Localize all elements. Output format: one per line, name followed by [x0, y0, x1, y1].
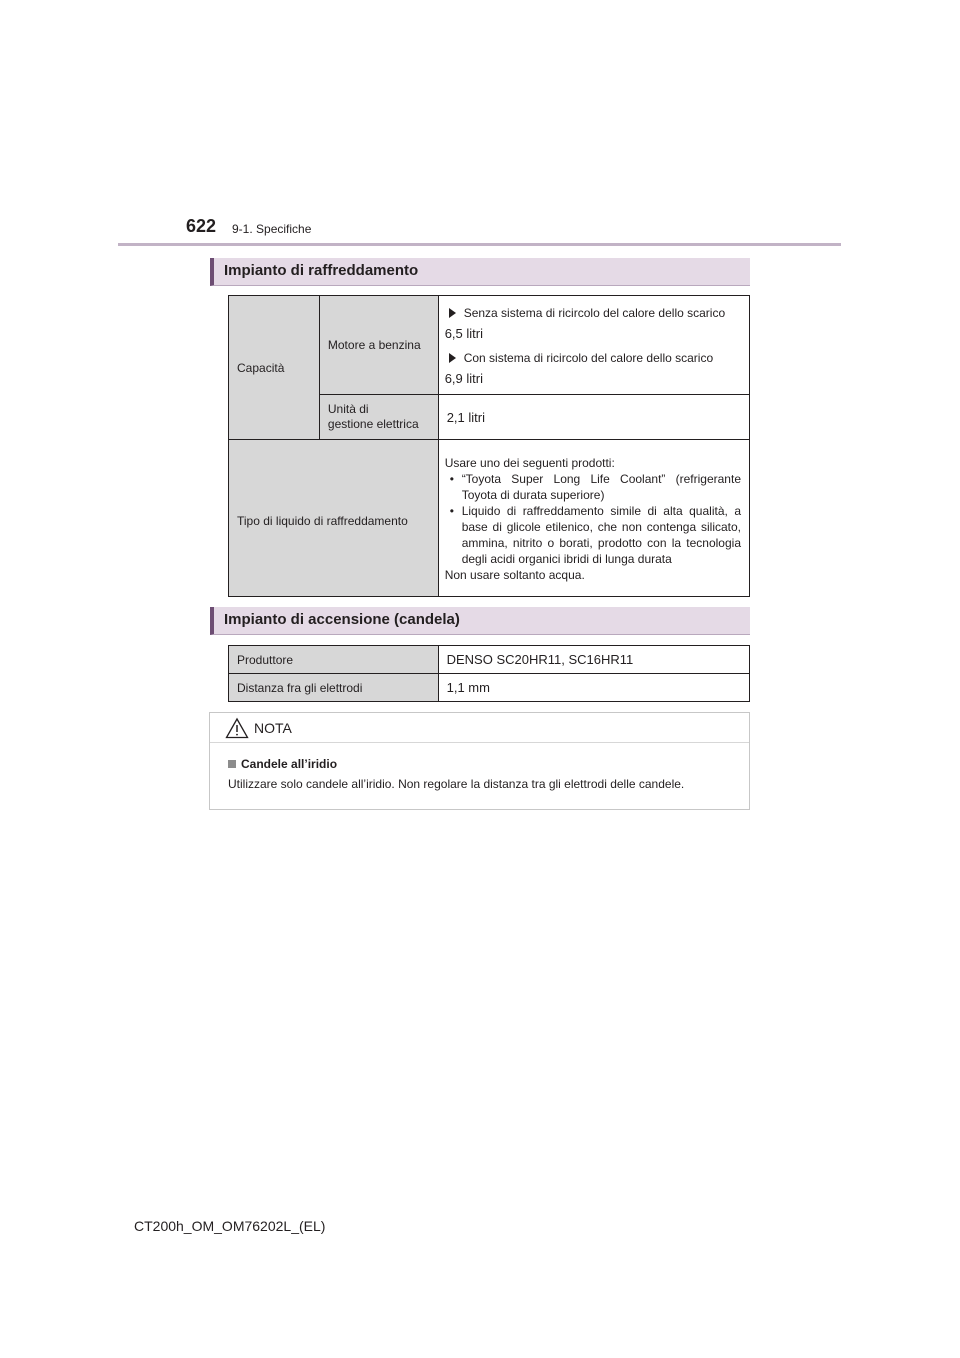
ignition-spec-table	[228, 645, 750, 702]
footer-code: CT200h_OM_OM76202L_(EL)	[134, 1218, 326, 1234]
coolant-item-2: • Liquido di raffreddamento simile di alta qualità, a base di glicole etilenico, che non contenga silicato, ammina, nitrito o borati, prodotto con la tecnologia degli acidi organici ibridi di lunga durata	[445, 503, 741, 567]
ignition-section-heading	[210, 607, 750, 635]
coolant-type-label: Tipo di liquido di raffreddamento	[229, 440, 439, 597]
cooling-heading-text: Impianto di raffreddamento	[224, 262, 419, 279]
capacity-label: Capacità	[229, 296, 320, 440]
triangle-bullet-icon	[449, 353, 456, 363]
with-exhaust-value: 6,9 litri	[444, 371, 483, 386]
warning-triangle-icon	[225, 717, 249, 739]
note-title: NOTA	[254, 720, 292, 736]
triangle-bullet-icon	[449, 308, 456, 318]
manufacturer-value: DENSO SC20HR11, SC16HR11	[438, 646, 749, 674]
cooling-spec-table	[228, 295, 750, 597]
header-rule	[118, 243, 841, 246]
note-divider	[210, 742, 749, 743]
power-unit-value: 2,1 litri	[438, 395, 749, 440]
coolant-intro: Usare uno dei seguenti prodotti:	[444, 456, 615, 470]
power-unit-label	[319, 395, 438, 440]
engine-label: Motore a benzina	[319, 296, 438, 395]
without-exhaust-line	[447, 306, 743, 320]
section-breadcrumb: 9-1. Specifiche	[232, 222, 312, 236]
note-heading-text: Candele all’iridio	[241, 757, 338, 771]
coolant-item-1: • “Toyota Super Long Life Coolant” (refrigerante Toyota di durata superiore)	[445, 471, 741, 503]
square-bullet-icon	[228, 760, 236, 768]
engine-values	[438, 296, 749, 395]
power-unit-label-line2: gestione elettrica	[327, 417, 419, 431]
without-exhaust-value: 6,5 litri	[444, 326, 483, 341]
with-exhaust-text: Con sistema di ricircolo del calore dello scarico	[463, 351, 714, 365]
coolant-list	[445, 471, 741, 567]
with-exhaust-line	[447, 351, 743, 365]
electrode-gap-label: Distanza fra gli elettrodi	[229, 674, 439, 702]
power-unit-label-line1: Unità di	[327, 402, 369, 416]
note-box	[209, 712, 750, 810]
cooling-section-heading	[210, 258, 750, 286]
manufacturer-label: Produttore	[229, 646, 439, 674]
ignition-heading-text: Impianto di accensione (candela)	[224, 611, 460, 628]
electrode-gap-value: 1,1 mm	[438, 674, 749, 702]
coolant-note: Non usare soltanto acqua.	[444, 568, 585, 582]
note-text: Utilizzare solo candele all’iridio. Non regolare la distanza tra gli elettrodi delle candele.	[228, 777, 685, 791]
without-exhaust-text: Senza sistema di ricircolo del calore dello scarico	[463, 306, 726, 320]
page-number: 622	[186, 216, 217, 236]
note-heading	[228, 757, 337, 771]
coolant-type-value	[438, 440, 749, 597]
